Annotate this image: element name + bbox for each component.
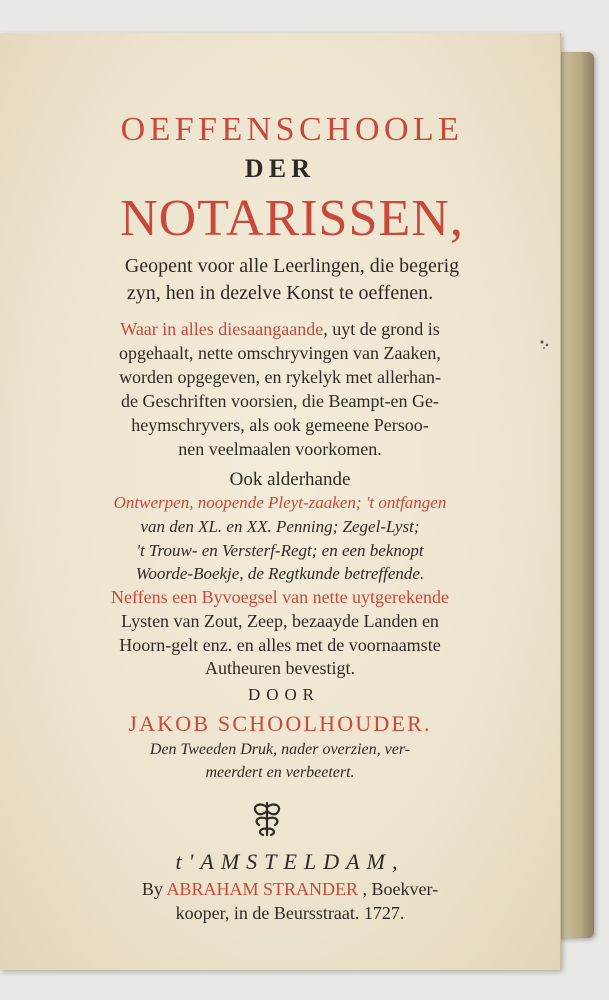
appendix-line-2: Lysten van Zout, Zeep, bezaayde Landen en <box>121 611 439 631</box>
description-line-4: de Geschriften voorsien, die Beampt-en Ge- <box>121 391 439 411</box>
by-label: DOOR <box>248 685 320 704</box>
description-line-1 <box>0 319 560 340</box>
italic-line-2: van den XL. en XX. Penning; Zegel-Lyst; <box>140 517 420 536</box>
title-line-1: OEFFENSCHOOLE <box>120 111 464 148</box>
appendix-line-1: Neffens een Byvoegsel van nette uytgerekende <box>110 587 450 607</box>
imprint-line-2: kooper, in de Beursstraat. 1727. <box>175 903 405 923</box>
imprint-after-publisher: , Boekver- <box>362 879 439 899</box>
appendix-line-3: Hoorn-gelt enz. en alles met de voornaamste <box>119 635 441 655</box>
author-name: JAKOB SCHOOLHOUDER. <box>128 711 432 736</box>
title-line-3: NOTARISSEN, <box>120 190 464 247</box>
title-page <box>0 33 561 970</box>
subtitle-line-2: zyn, hen in dezelve Konst te oeffenen. <box>126 282 434 304</box>
also-heading: Ook alderhande <box>229 469 351 490</box>
edition-line-1: Den Tweeden Druk, nader overzien, ver- <box>149 741 411 758</box>
imprint-by: By <box>141 879 163 899</box>
appendix-line-4: Autheuren bevestigt. <box>205 658 355 678</box>
description-lead: Waar in alles diesaangaande <box>120 319 324 339</box>
edition-line-2: meerdert en verbeetert. <box>205 764 355 781</box>
italic-line-3: 't Trouw- en Versterf-Regt; en een beknopt <box>136 541 424 560</box>
description-line-2: opgehaalt, nette omschryvingen van Zaaken, <box>119 343 441 363</box>
italic-line-1: Ontwerpen, noopende Pleyt-zaaken; 't ontfangen <box>113 493 447 512</box>
imprint-publisher: ABRAHAM STRANDER <box>166 879 358 899</box>
imprint-line-1 <box>0 879 570 900</box>
description-line-6: nen veelmaalen voorkomen. <box>178 439 382 459</box>
paper-stain-mark <box>537 337 553 351</box>
title-line-2: DER <box>244 154 316 183</box>
imprint-city: t'AMSTELDAM, <box>175 849 405 874</box>
fleuron-ornament-icon <box>247 799 287 839</box>
description-line-5: heymschryvers, als ook gemeene Persoo- <box>131 415 429 435</box>
description-rest: , uyt de grond is <box>323 319 440 339</box>
italic-line-4: Woorde-Boekje, de Regtkunde betreffende. <box>135 564 425 583</box>
subtitle-line-1: Geopent voor alle Leerlingen, die begerig <box>124 255 460 277</box>
description-line-3: worden opgegeven, en rykelyk met allerhan- <box>119 367 441 387</box>
